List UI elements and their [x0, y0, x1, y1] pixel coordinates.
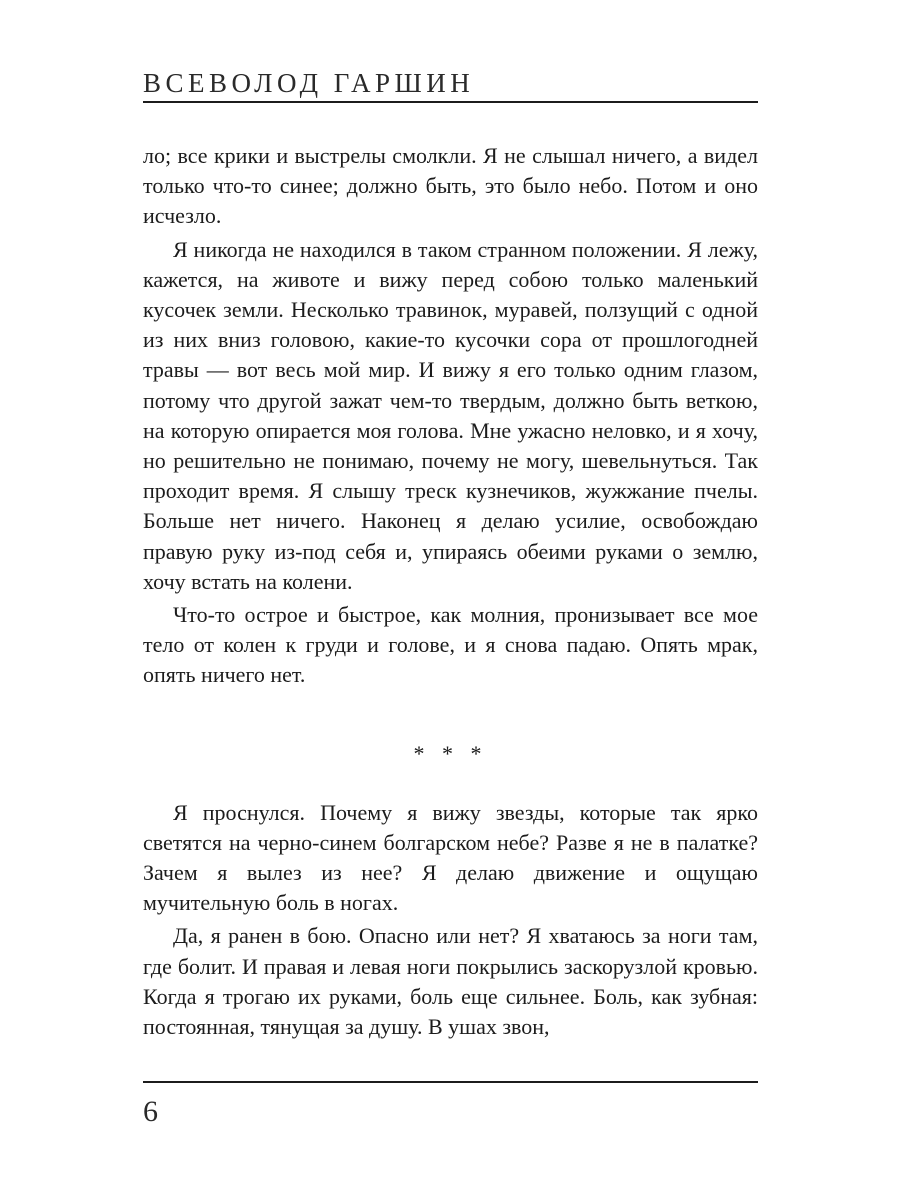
section-break: * * * — [413, 740, 488, 766]
page-number: 6 — [143, 1095, 158, 1128]
footer-rule — [143, 1081, 758, 1083]
paragraph: Что-то острое и быстрое, как молния, пронизывает все мое тело от колен к груди и голове, и я снова падаю. Опять мрак, опять ничего нет. — [143, 602, 758, 688]
paragraph: Я никогда не находился в таком странном положении. Я лежу, кажется, на животе и вижу перед собою только маленький кусочек земли. Несколько травинок, муравей, ползущий с одной из них вниз головою, какие-то кусочки сора от прошлогодней травы — вот весь мой мир. И вижу я его только одним глазом, потому что другой зажат чем-то твердым, должно быть веткою, на которую опирается моя голова. Мне ужасно неловко, и я хочу, но решительно не понимаю, почему не могу, шевельнуться. Так проходит время. Я слышу треск кузнечиков, жужжание пчелы. Больше нет ничего. Наконец я делаю усилие, освобождаю правую руку из-под себя и, упираясь обеими руками о землю, хочу встать на колени. — [143, 236, 758, 594]
running-head-author: ВСЕВОЛОД ГАРШИН — [143, 68, 475, 98]
page-body — [143, 141, 758, 1042]
header-rule — [143, 101, 758, 103]
paragraph: Я проснулся. Почему я вижу звезды, которые так ярко светятся на черно-синем болгарском небе? Разве я не в палатке? Зачем я вылез из нее? Я делаю движение и ощущаю мучительную боль в ногах. — [143, 799, 758, 916]
paragraph-continued: ло; все крики и выстрелы смолкли. Я не слышал ничего, а видел только что-то синее; должно быть, это было небо. Потом и оно исчезло. — [143, 143, 758, 229]
paragraph: Да, я ранен в бою. Опасно или нет? Я хватаюсь за ноги там, где болит. И правая и левая ноги покрылись заскорузлой кровью. Когда я трогаю их руками, боль еще сильнее. Боль, как зубная: постоянная, тянущая за душу. В ушах звон, — [143, 923, 758, 1040]
